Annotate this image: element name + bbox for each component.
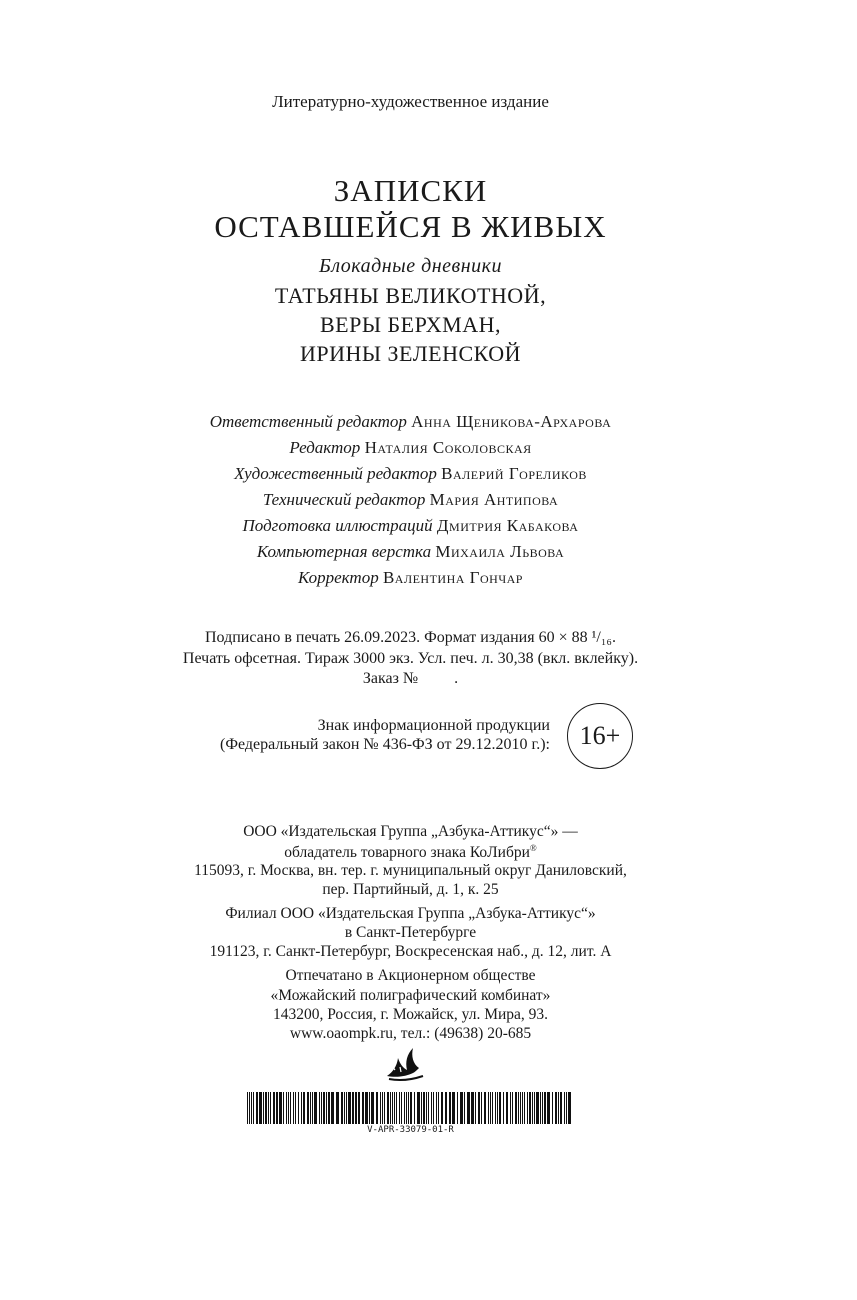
publisher-line-2 <box>0 843 821 862</box>
credit-line <box>0 516 821 536</box>
printer-contacts: www.oaompk.ru, тел.: (49638) 20-685 <box>289 1025 532 1042</box>
author-3: ИРИНЫ ЗЕЛЕНСКОЙ <box>299 341 522 366</box>
credit-name: Валентина Гончар <box>382 568 523 587</box>
printer-line-1: Отпечатано в Акционерном обществе <box>285 967 536 984</box>
print-info-line-1: Подписано в печать 26.09.2023. Формат издания 60 × 88 ¹/₁₆. <box>205 629 616 646</box>
branch-line-2: в Санкт-Петербурге <box>344 924 477 941</box>
credit-line <box>0 542 821 562</box>
credit-role: Технический редактор <box>262 490 426 509</box>
title-line-2: ОСТАВШЕЙСЯ В ЖИВЫХ <box>214 209 607 244</box>
printer-address: 143200, Россия, г. Можайск, ул. Мира, 93. <box>272 1006 549 1023</box>
age-rating-label-2: (Федеральный закон № 436-ФЗ от 29.12.2010 г.): <box>219 736 550 753</box>
credit-role: Художественный редактор <box>234 464 437 483</box>
credit-role: Корректор <box>298 568 379 587</box>
printer-line-2: «Можайский полиграфический комбинат» <box>270 987 551 1004</box>
credit-name: Мария Антипова <box>429 490 559 509</box>
order-number <box>0 670 821 688</box>
credit-role: Подготовка иллюстраций <box>242 516 433 535</box>
subtitle: Блокадные дневники <box>319 255 502 277</box>
credit-line <box>0 438 821 458</box>
publisher-logo-icon <box>385 1046 425 1082</box>
credit-name: Валерий Гореликов <box>441 464 587 483</box>
author-1: ТАТЬЯНЫ ВЕЛИКОТНОЙ, <box>274 283 547 308</box>
credit-line <box>0 490 821 510</box>
credit-line <box>0 412 821 432</box>
credit-role: Редактор <box>289 438 361 457</box>
edition-type: Литературно-художественное издание <box>272 92 549 111</box>
publisher-address-1: 115093, г. Москва, вн. тер. г. муниципальный округ Даниловский, <box>194 862 627 879</box>
branch-line-1: Филиал ООО «Издательская Группа „Азбука-Аттикус“» <box>225 905 596 922</box>
registered-mark: ® <box>529 843 537 853</box>
publisher-address-2: пер. Партийный, д. 1, к. 25 <box>322 881 499 898</box>
barcode-text: V-APR-33079-01-R <box>367 1125 454 1135</box>
credit-role: Ответственный редактор <box>209 412 407 431</box>
title-line-1: ЗАПИСКИ <box>333 173 488 208</box>
credit-line <box>0 568 821 588</box>
age-rating-label-1: Знак информационной продукции <box>317 717 550 734</box>
credit-name: Дмитрия Кабакова <box>436 516 579 535</box>
age-rating-badge: 16+ <box>567 703 633 769</box>
trademark-text: обладатель товарного знака КоЛибри <box>284 844 530 862</box>
credit-name: Наталия Соколовская <box>364 438 532 457</box>
order-label: Заказ № <box>362 670 419 687</box>
credit-line <box>0 464 821 484</box>
credit-role: Компьютерная верстка <box>256 542 432 561</box>
order-end: . <box>454 670 459 687</box>
barcode-icon <box>247 1092 574 1124</box>
credit-name: Анна Щеникова-Архарова <box>411 412 612 431</box>
credit-name: Михаила Львова <box>435 542 565 561</box>
publisher-line-1: ООО «Издательская Группа „Азбука-Аттикус“» — <box>243 823 578 840</box>
author-2: ВЕРЫ БЕРХМАН, <box>319 312 501 337</box>
print-info-line-2: Печать офсетная. Тираж 3000 экз. Усл. печ. л. 30,38 (вкл. вклейку). <box>182 650 639 667</box>
branch-address: 191123, г. Санкт-Петербург, Воскресенская наб., д. 12, лит. А <box>209 943 612 960</box>
